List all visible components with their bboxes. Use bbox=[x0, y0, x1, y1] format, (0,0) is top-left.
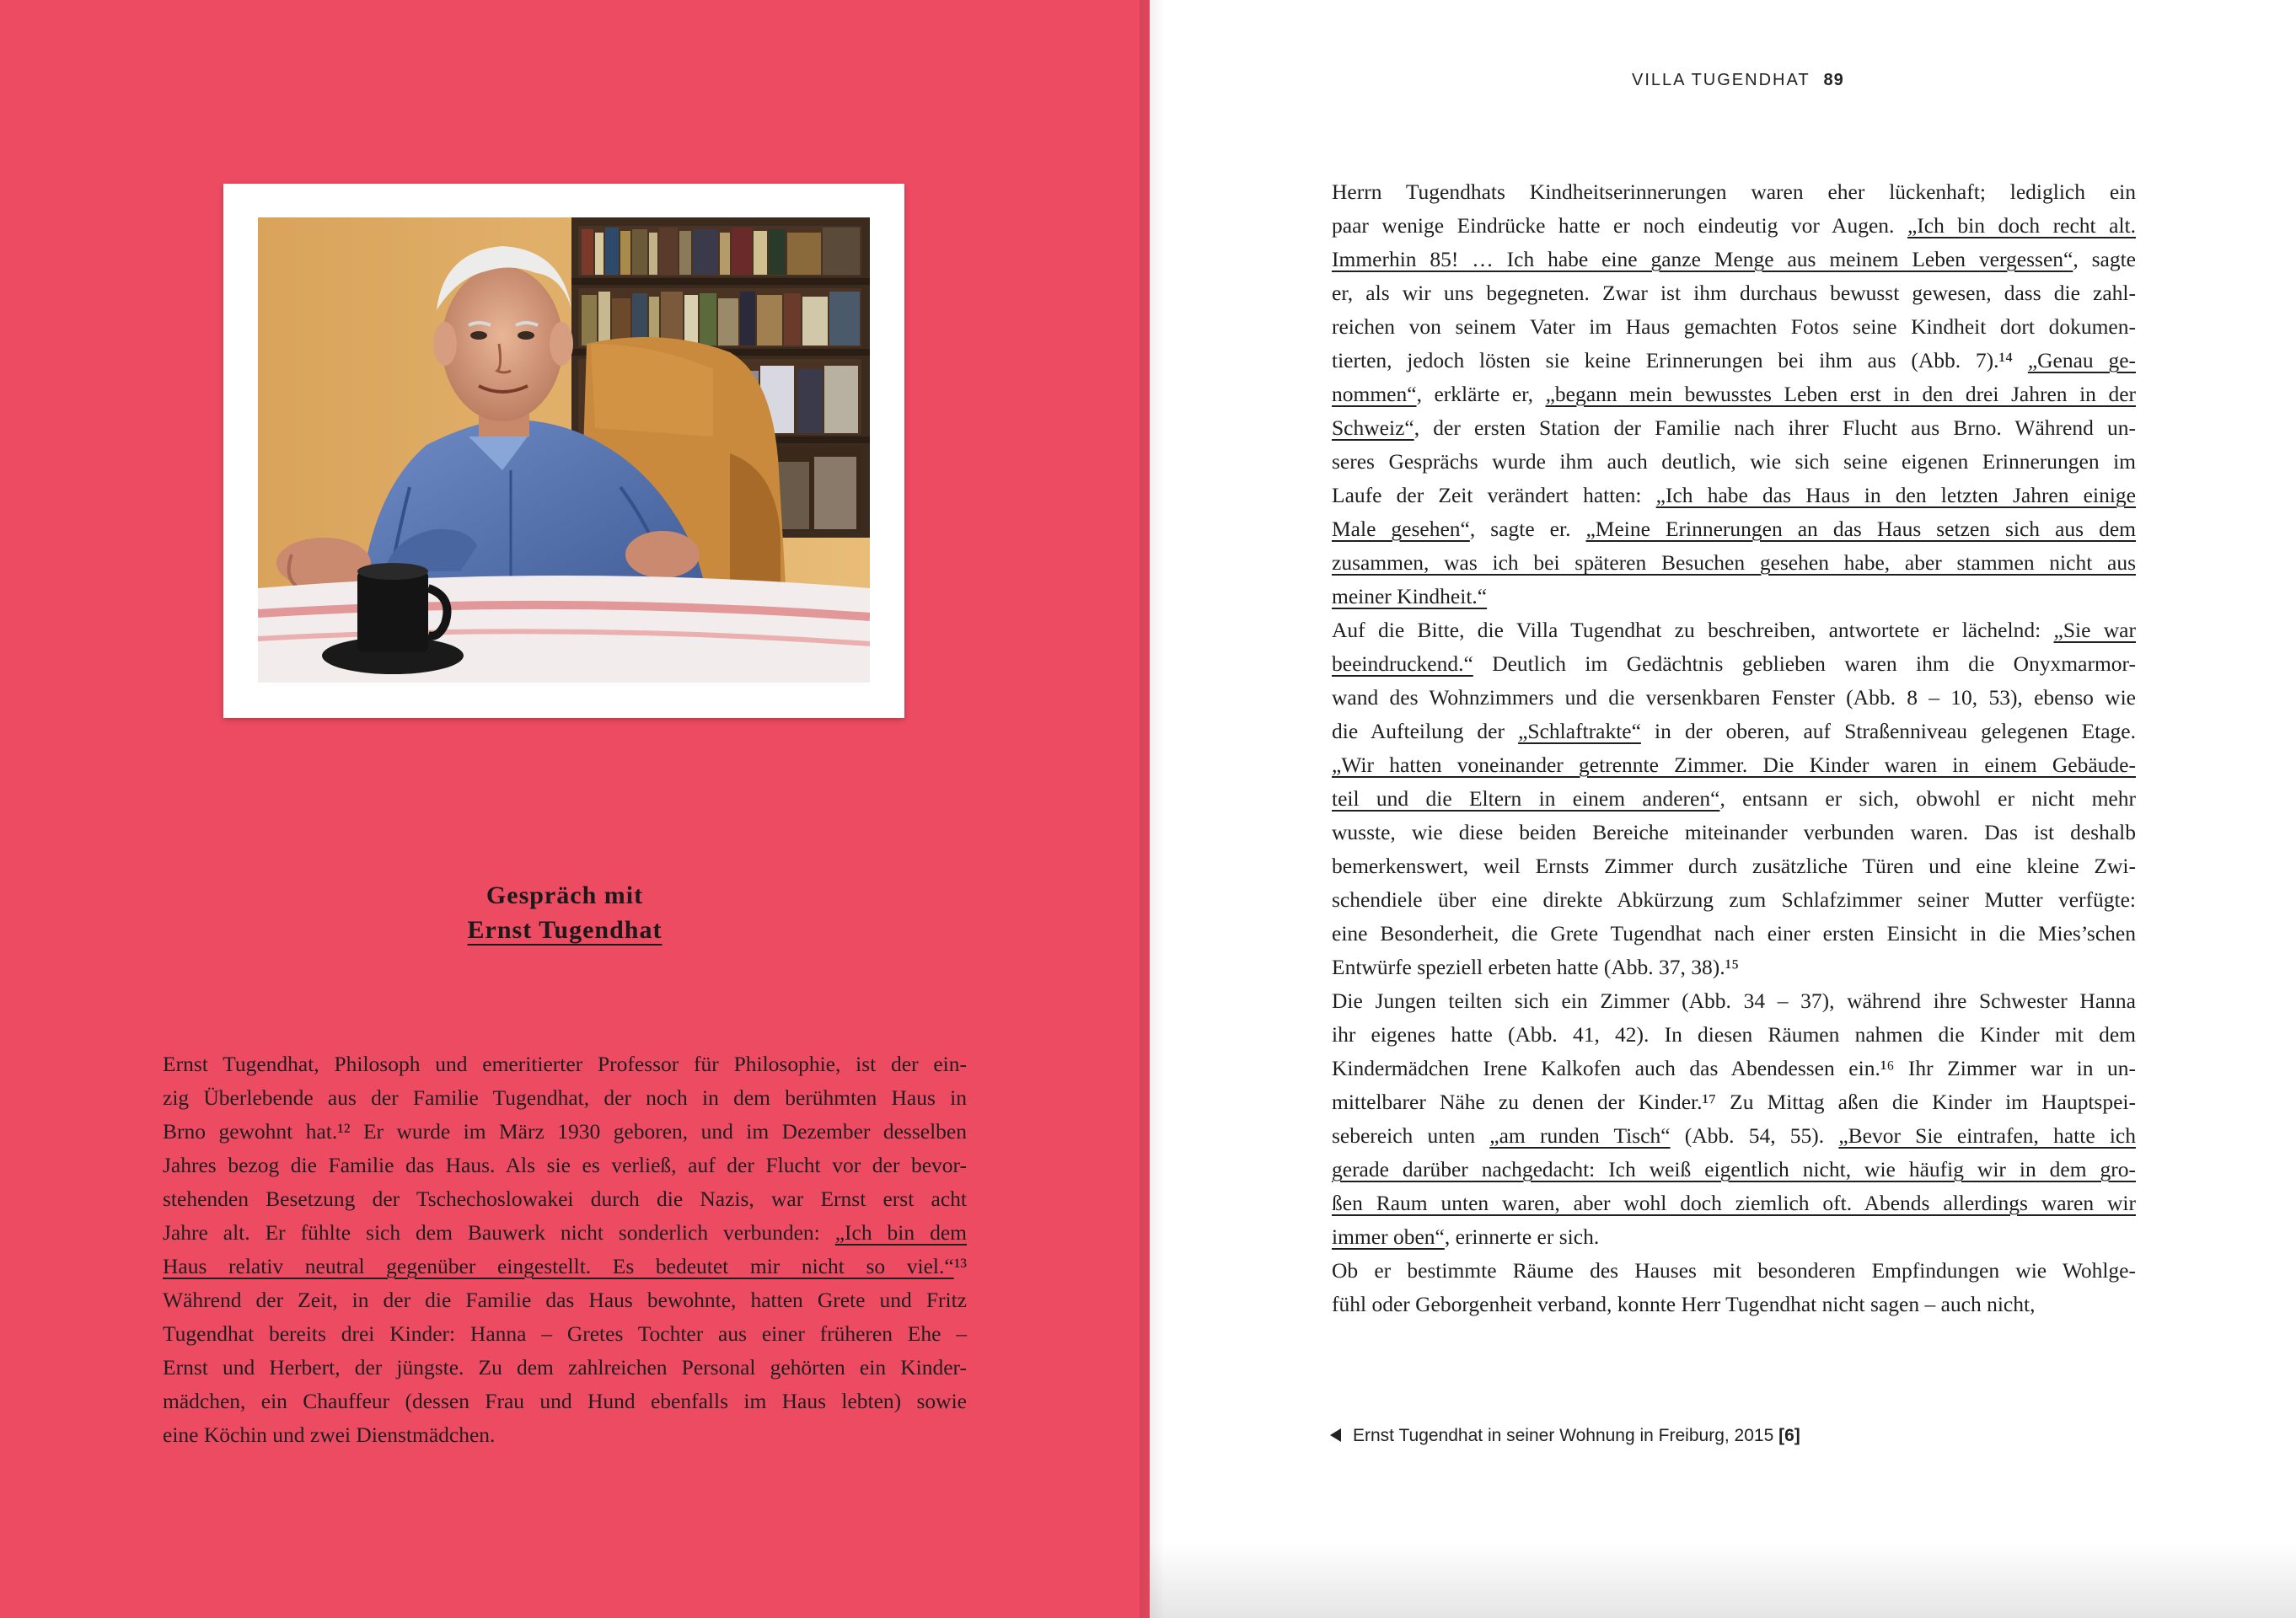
text-run: eine Besonderheit, die Grete Tugendhat nach einer ersten Einsicht in die Mies’schen bbox=[1332, 921, 2136, 946]
right-body-line bbox=[1332, 681, 2136, 715]
text-run: seres Gesprächs wurde ihm auch deutlich, wie sich seine eigenen Erinnerungen im bbox=[1332, 449, 2136, 474]
right-body-line bbox=[1332, 546, 2136, 580]
quote-text: „Meine Erinnerungen an das Haus setzen sich aus dem bbox=[1585, 517, 2136, 541]
text-run: schendiele über eine direkte Abkürzung zum Schlafzimmer seiner Mutter verfügte: bbox=[1332, 887, 2136, 912]
text-run: Die Jungen teilten sich ein Zimmer (Abb. 34 – 37), während ihre Schwester Hanna bbox=[1332, 988, 2136, 1013]
heading-line-2: Ernst Tugendhat bbox=[467, 916, 663, 944]
right-body-line bbox=[1332, 1018, 2136, 1052]
left-body-text bbox=[163, 1047, 967, 1452]
right-body-line bbox=[1332, 1220, 2136, 1254]
right-body-line bbox=[1332, 984, 2136, 1018]
right-body-line bbox=[1332, 310, 2136, 344]
quote-text: Male gesehen“ bbox=[1332, 517, 1470, 541]
quote-text: „Schlaftrakte“ bbox=[1518, 719, 1641, 743]
text-run: , erklärte er, bbox=[1416, 382, 1546, 406]
text-run: paar wenige Eindrücke hatte er noch eindeutig vor Augen. bbox=[1332, 213, 1907, 238]
left-body-line bbox=[163, 1317, 967, 1351]
right-body-line bbox=[1332, 883, 2136, 917]
text-run: bemerkenswert, weil Ernsts Zimmer durch zusätzliche Türen und eine kleine Zwi- bbox=[1332, 854, 2136, 878]
right-body-line bbox=[1332, 748, 2136, 782]
text-run: zig Überlebende aus der Familie Tugendhat, der noch in dem berühmten Haus in bbox=[163, 1085, 967, 1110]
text-run: , der ersten Station der Familie nach ihrer Flucht aus Brno. Während un- bbox=[1414, 415, 2136, 440]
left-body-line bbox=[163, 1149, 967, 1182]
text-run: fühl oder Geborgenheit verband, konnte Herr Tugendhat nicht sagen – auch nicht, bbox=[1332, 1292, 2036, 1316]
interview-heading bbox=[253, 878, 877, 947]
text-run: Jahre alt. Er fühlte sich dem Bauwerk nicht sonderlich verbunden: bbox=[163, 1220, 835, 1245]
right-body-line bbox=[1332, 479, 2136, 512]
quote-text: meiner Kindheit.“ bbox=[1332, 584, 1488, 608]
left-body-line bbox=[163, 1418, 967, 1452]
text-run: die Aufteilung der bbox=[1332, 719, 1519, 743]
heading-line-1: Gespräch mit bbox=[485, 881, 644, 909]
text-run: sebereich unten bbox=[1332, 1123, 1490, 1148]
left-body-line bbox=[163, 1385, 967, 1418]
text-run: Brno gewohnt hat.¹² Er wurde im März 1930 geboren, und im Dezember desselben bbox=[163, 1119, 967, 1144]
portrait-photo bbox=[258, 217, 870, 683]
text-run: mädchen, ein Chauffeur (dessen Frau und Hund ebenfalls im Haus lebten) sowie bbox=[163, 1389, 967, 1413]
photo-frame bbox=[223, 184, 904, 718]
right-body-line bbox=[1332, 1254, 2136, 1288]
page-number: 89 bbox=[1823, 71, 1844, 89]
text-run: Während der Zeit, in der die Familie das Haus bewohnte, hatten Grete und Fritz bbox=[163, 1288, 967, 1312]
text-run: stehenden Besetzung der Tschechoslowakei durch die Nazis, war Ernst erst acht bbox=[163, 1187, 967, 1211]
right-body-line bbox=[1332, 276, 2136, 310]
text-run: ¹³ bbox=[953, 1254, 967, 1278]
quote-text: Schweiz“ bbox=[1332, 415, 1414, 440]
left-body-line bbox=[163, 1115, 967, 1149]
photo-caption bbox=[1330, 1426, 1800, 1446]
quote-text: „Ich habe das Haus in den letzten Jahren einige bbox=[1655, 483, 2136, 507]
right-body-line bbox=[1332, 1119, 2136, 1153]
text-run: Ernst Tugendhat, Philosoph und emeritierter Professor für Philosophie, ist der ein- bbox=[163, 1052, 967, 1076]
text-run: reichen von seinem Vater im Haus gemachten Fotos seine Kindheit dort dokumen- bbox=[1332, 314, 2136, 339]
text-run: Ob er bestimmte Räume des Hauses mit besonderen Empfindungen wie Wohlge- bbox=[1332, 1258, 2136, 1283]
caption-figure-ref: [6] bbox=[1778, 1426, 1800, 1445]
right-body-line bbox=[1332, 1085, 2136, 1119]
right-body-line bbox=[1332, 849, 2136, 883]
quote-text: immer oben“ bbox=[1332, 1224, 1445, 1249]
quote-text: „am runden Tisch“ bbox=[1489, 1123, 1671, 1148]
quote-text: „Ich bin dem bbox=[834, 1220, 967, 1245]
left-body-line bbox=[163, 1081, 967, 1115]
left-body-line bbox=[163, 1182, 967, 1216]
text-run: mittelbarer Nähe zu denen der Kinder.¹⁷ Zu Mittag aßen die Kinder im Hauptspei- bbox=[1332, 1090, 2136, 1114]
right-body-line bbox=[1332, 1052, 2136, 1085]
right-body-line bbox=[1332, 580, 2136, 613]
text-run: er, als wir uns begegneten. Zwar ist ihm durchaus bewusst gewesen, dass die zahl- bbox=[1332, 281, 2136, 305]
text-run: (Abb. 54, 55). bbox=[1670, 1123, 1839, 1148]
right-body-line bbox=[1332, 209, 2136, 243]
left-body-line bbox=[163, 1283, 967, 1317]
quote-text: „Genau ge- bbox=[2027, 348, 2136, 372]
quote-text: „Wir hatten voneinander getrennte Zimmer. Die Kinder waren in einem Gebäude- bbox=[1332, 753, 2136, 777]
quote-text: Immerhin 85! … Ich habe eine ganze Menge aus meinem Leben vergessen“ bbox=[1332, 247, 2073, 271]
text-run: Ernst und Herbert, der jüngste. Zu dem zahlreichen Personal gehörten ein Kinder- bbox=[163, 1355, 967, 1380]
text-run: Deutlich im Gedächtnis geblieben waren ihm die Onyxmarmor- bbox=[1473, 651, 2136, 676]
text-run: Kindermädchen Irene Kalkofen auch das Abendessen ein.¹⁶ Ihr Zimmer war in un- bbox=[1332, 1056, 2136, 1080]
right-body-line bbox=[1332, 917, 2136, 951]
right-body-text bbox=[1332, 175, 2136, 1321]
quote-text: teil und die Eltern in einem anderen“ bbox=[1332, 786, 1720, 811]
right-body-line bbox=[1332, 445, 2136, 479]
text-run: Auf die Bitte, die Villa Tugendhat zu beschreiben, antwortete er lächelnd: bbox=[1332, 618, 2054, 642]
running-title: VILLA TUGENDHAT bbox=[1632, 71, 1811, 89]
quote-text: „Sie war bbox=[2053, 618, 2136, 642]
left-body-line bbox=[163, 1216, 967, 1250]
caption-text: Ernst Tugendhat in seiner Wohnung in Freiburg, 2015 bbox=[1353, 1426, 1774, 1445]
right-body-line bbox=[1332, 1288, 2136, 1321]
left-body-line bbox=[163, 1047, 967, 1081]
text-run: , erinnerte er sich. bbox=[1444, 1224, 1600, 1249]
quote-text: nommen“ bbox=[1332, 382, 1417, 406]
right-body-line bbox=[1332, 782, 2136, 816]
text-run: wand des Wohnzimmers und die versenkbaren Fenster (Abb. 8 – 10, 53), ebenso wie bbox=[1332, 685, 2136, 710]
left-body-line bbox=[163, 1351, 967, 1385]
text-run: wusste, wie diese beiden Bereiche miteinander verbunden waren. Das ist deshalb bbox=[1332, 820, 2136, 844]
right-body-line bbox=[1332, 715, 2136, 748]
right-body-line bbox=[1332, 411, 2136, 445]
text-run: ihr eigenes hatte (Abb. 41, 42). In diesen Räumen nahmen die Kinder mit dem bbox=[1332, 1022, 2136, 1047]
text-run: , sagte er. bbox=[1469, 517, 1586, 541]
right-body-line bbox=[1332, 378, 2136, 411]
text-run: tierten, jedoch lösten sie keine Erinnerungen bei ihm aus (Abb. 7).¹⁴ bbox=[1332, 348, 2028, 372]
quote-text: ßen Raum unten waren, aber wohl doch ziemlich oft. Abends allerdings waren wir bbox=[1332, 1191, 2136, 1215]
quote-text: gerade darüber nachgedacht: Ich weiß eigentlich nicht, wie häufig wir in dem gro- bbox=[1332, 1157, 2136, 1181]
right-body-line bbox=[1332, 647, 2136, 681]
right-body-line bbox=[1332, 243, 2136, 276]
right-body-line bbox=[1332, 816, 2136, 849]
text-run: Entwürfe speziell erbeten hatte (Abb. 37, 38).¹⁵ bbox=[1332, 955, 1740, 979]
right-body-line bbox=[1332, 512, 2136, 546]
caption-arrow-icon bbox=[1330, 1428, 1341, 1442]
quote-text: zusammen, was ich bei späteren Besuchen gesehen habe, aber stammen nicht aus bbox=[1332, 550, 2136, 575]
quote-text: „Bevor Sie eintrafen, hatte ich bbox=[1838, 1123, 2136, 1148]
text-run: Laufe der Zeit verändert hatten: bbox=[1332, 483, 1656, 507]
text-run: in der oberen, auf Straßenniveau gelegenen Etage. bbox=[1640, 719, 2136, 743]
right-body-line bbox=[1332, 175, 2136, 209]
running-header bbox=[1632, 71, 1844, 90]
text-run: , sagte bbox=[2073, 247, 2136, 271]
right-body-line bbox=[1332, 1153, 2136, 1187]
text-run: Jahres bezog die Familie das Haus. Als sie es verließ, auf der Flucht vor der bevor- bbox=[163, 1153, 967, 1177]
right-body-line bbox=[1332, 344, 2136, 378]
right-body-line bbox=[1332, 613, 2136, 647]
right-body-line bbox=[1332, 951, 2136, 984]
text-run: Herrn Tugendhats Kindheitserinnerungen waren eher lückenhaft; lediglich ein bbox=[1332, 179, 2136, 204]
text-run: , entsann er sich, obwohl er nicht mehr bbox=[1719, 786, 2136, 811]
quote-text: beeindruckend.“ bbox=[1332, 651, 1473, 676]
left-body-line bbox=[163, 1250, 967, 1283]
quote-text: Haus relativ neutral gegenüber eingestellt. Es bedeutet mir nicht so viel.“ bbox=[163, 1254, 954, 1278]
quote-text: „Ich bin doch recht alt. bbox=[1907, 213, 2136, 238]
right-body-line bbox=[1332, 1187, 2136, 1220]
quote-text: „begann mein bewusstes Leben erst in den drei Jahren in der bbox=[1545, 382, 2136, 406]
text-run: eine Köchin und zwei Dienstmädchen. bbox=[163, 1422, 496, 1447]
text-run: Tugendhat bereits drei Kinder: Hanna – Gretes Tochter aus einer früheren Ehe – bbox=[163, 1321, 967, 1346]
